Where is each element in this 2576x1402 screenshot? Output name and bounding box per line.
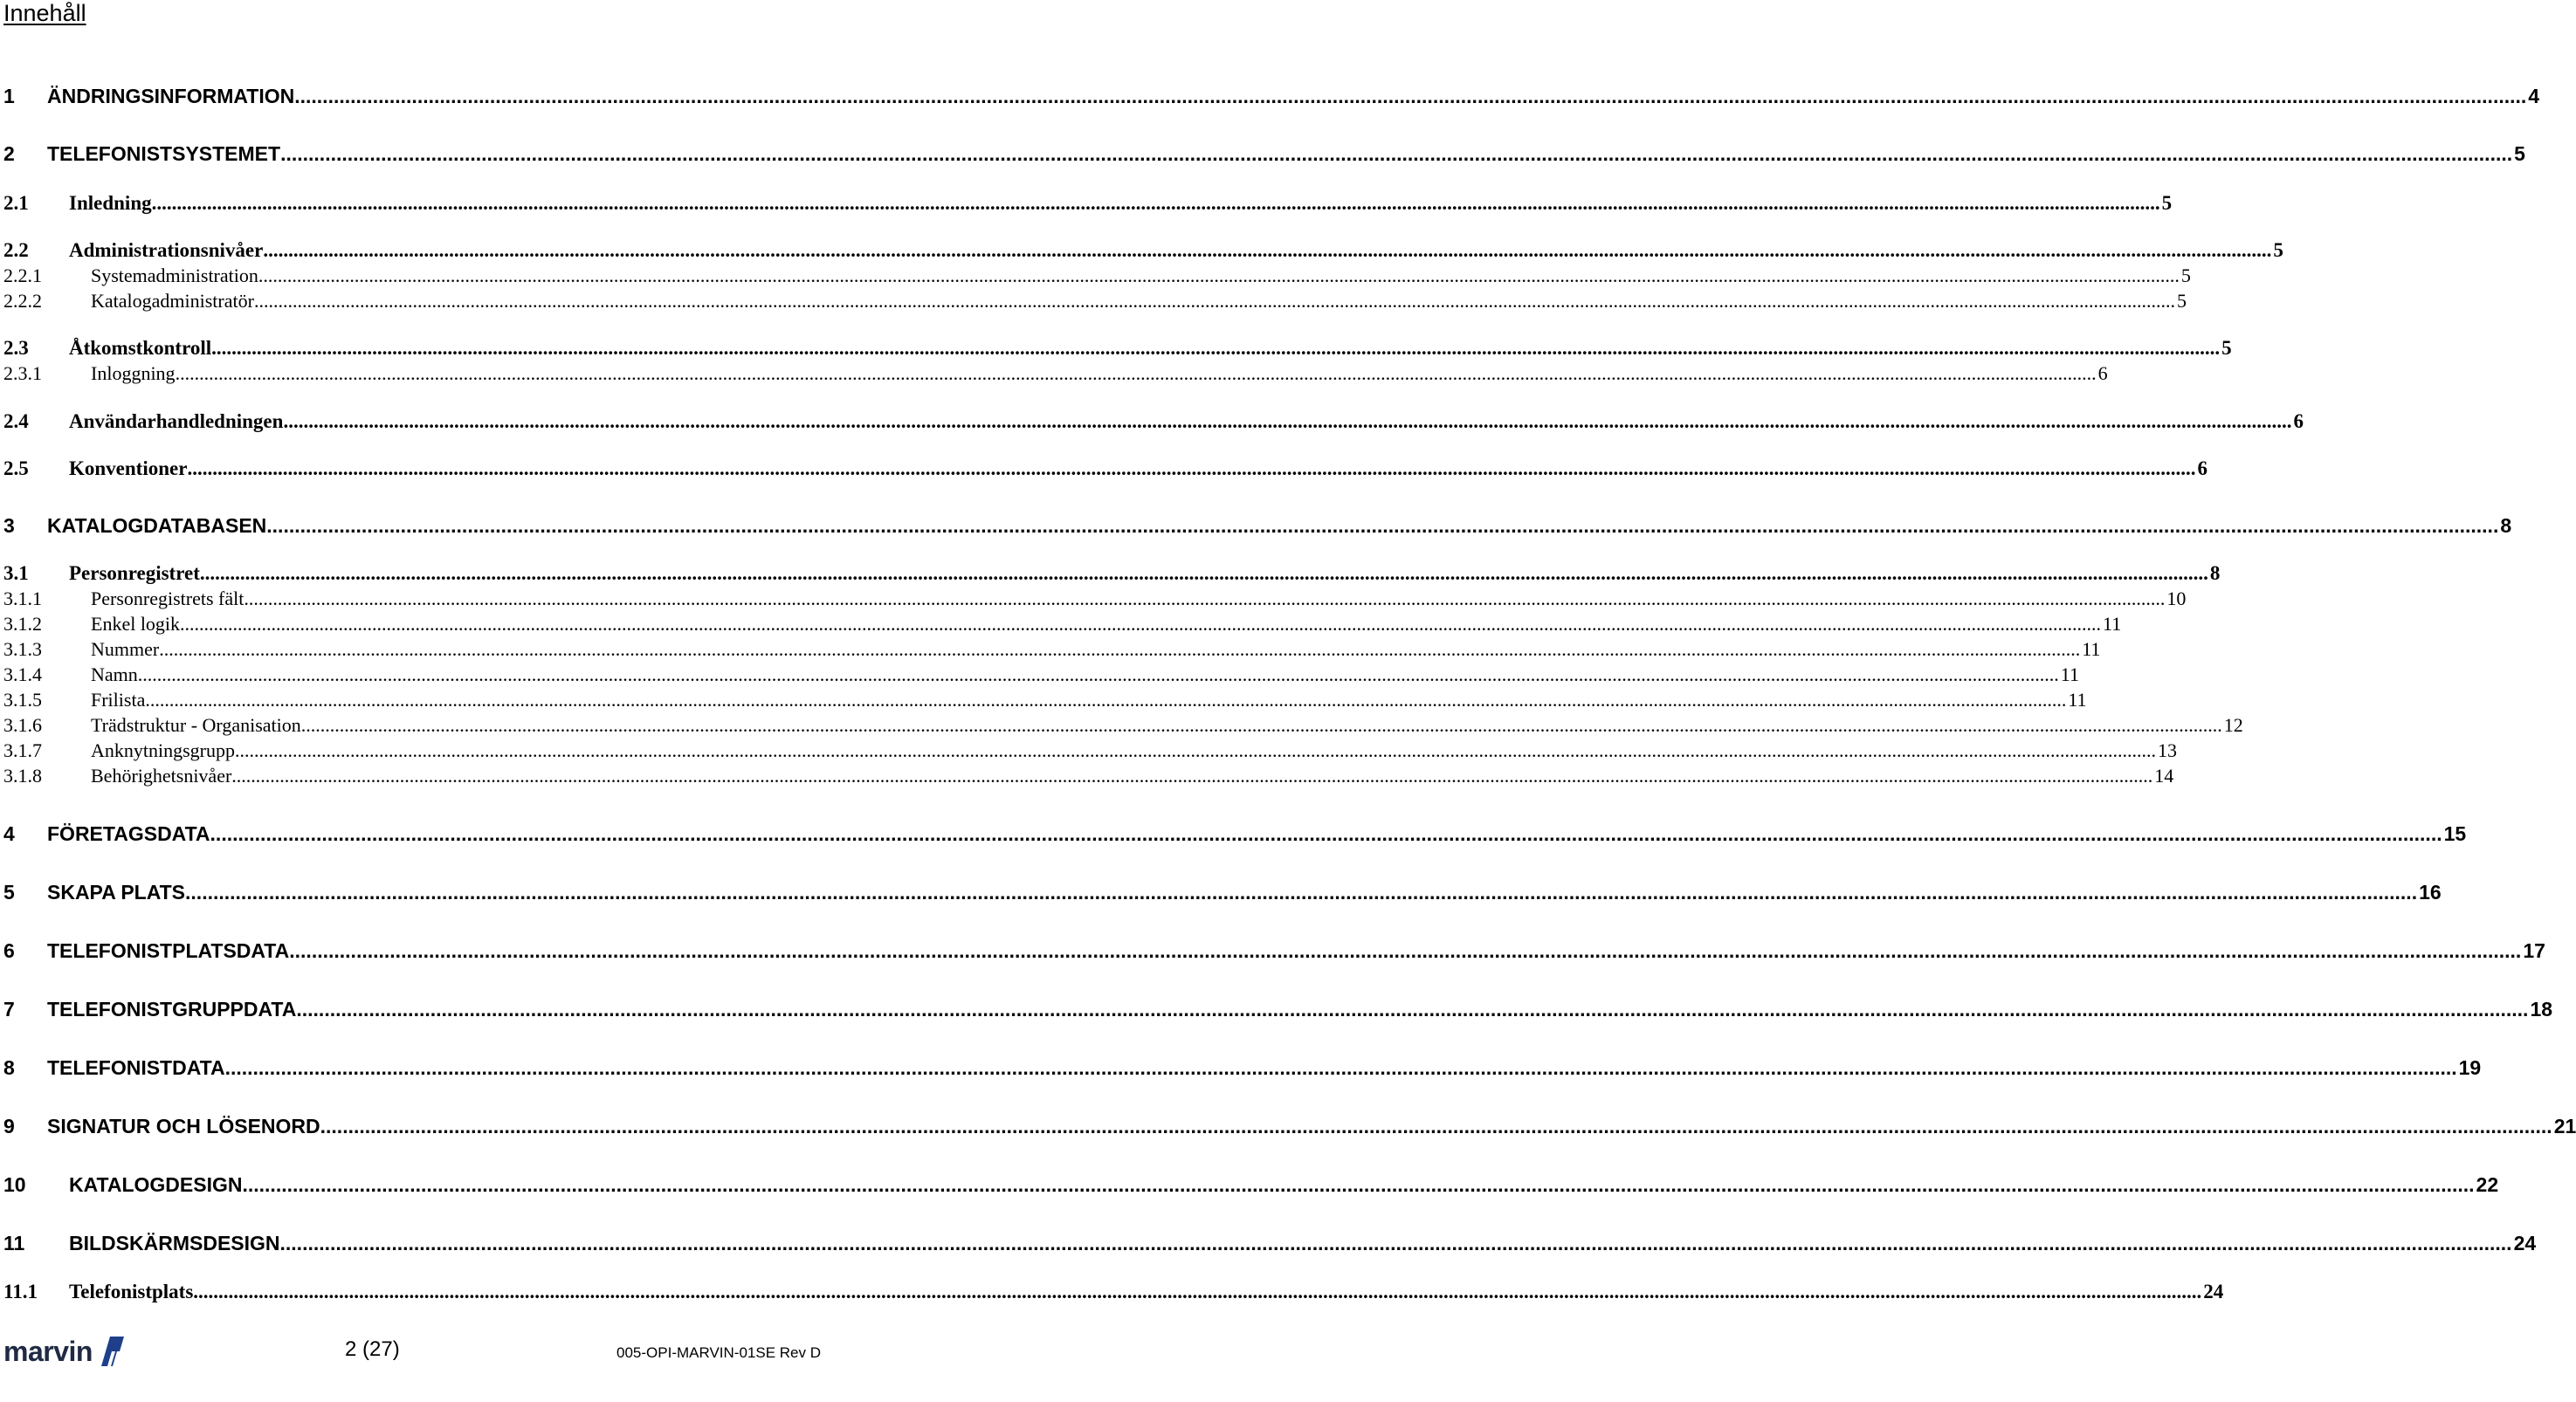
toc-entry-title: SKAPA PLATS: [47, 881, 186, 904]
toc-entry-title: Användarhandledningen: [69, 410, 284, 432]
toc-entry-number: 3.1.5: [3, 689, 42, 711]
toc-leader-dots: ................................................................................................................................................................................................................................................................................................................................................................................................................: [263, 239, 2272, 261]
toc-entry-page: 5: [2161, 192, 2173, 214]
toc-entry-number: 3.1: [3, 562, 29, 584]
toc-entry-title: TELEFONISTSYSTEMET: [47, 142, 281, 165]
logo-text: marvin: [3, 1335, 93, 1367]
toc-entry-page: 4: [2528, 85, 2540, 107]
toc-entry[interactable]: [3, 935, 2545, 963]
toc-entry-title: Trädstruktur - Organisation: [91, 714, 301, 736]
toc-entry[interactable]: [3, 876, 2442, 904]
toc-entry[interactable]: [3, 1227, 2537, 1255]
toc-entry-number: 2.2.1: [3, 265, 42, 286]
toc-entry-number: 11: [3, 1232, 25, 1254]
toc-entry[interactable]: [3, 557, 2221, 585]
toc-leader-dots: ................................................................................................................................................................................................................................................................................................................................................................................................................: [231, 765, 2153, 787]
toc-entry-title: Personregistrets fält: [91, 588, 245, 609]
toc-entry[interactable]: [3, 234, 2283, 262]
toc-entry[interactable]: [3, 608, 2122, 636]
toc-entry[interactable]: [3, 1110, 2576, 1138]
toc-leader-dots: ................................................................................................................................................................................................................................................................................................................................................................................................................: [224, 1056, 2457, 1079]
page-number: 2 (27): [345, 1337, 400, 1361]
toc-entry-page: 10: [2166, 588, 2187, 609]
toc-entry-number: 10: [3, 1173, 26, 1196]
toc-entry-title: Konventioner: [69, 457, 188, 479]
toc-entry-title: FÖRETAGSDATA: [47, 822, 210, 845]
toc-leader-dots: ................................................................................................................................................................................................................................................................................................................................................................................................................: [279, 1232, 2512, 1254]
toc-entry-title: SIGNATUR OCH LÖSENORD: [47, 1115, 320, 1137]
logo-stripes-icon: [94, 1337, 124, 1366]
toc-entry-page: 11: [2082, 638, 2101, 660]
toc-entry-number: 2.5: [3, 457, 29, 479]
toc-entry[interactable]: [3, 658, 2079, 686]
toc-entry-page: 11: [2068, 689, 2087, 711]
toc-entry-number: 7: [3, 998, 15, 1021]
toc-entry-title: Behörighetsnivåer: [91, 765, 232, 787]
toc-entry-page: 11: [2060, 663, 2079, 685]
toc-entry-page: 5: [2176, 290, 2187, 312]
toc-entry-number: 2.1: [3, 192, 29, 214]
toc-entry-title: Systemadministration: [91, 265, 258, 286]
toc-entry-number: 3.1.6: [3, 714, 42, 736]
toc-leader-dots: ................................................................................................................................................................................................................................................................................................................................................................................................................: [187, 457, 2196, 479]
toc-entry-page: 24: [2203, 1281, 2224, 1302]
toc-entry-page: 6: [2097, 362, 2108, 384]
toc-entry-title: Namn: [91, 663, 138, 685]
toc-entry-page: 19: [2458, 1056, 2482, 1079]
toc-leader-dots: ................................................................................................................................................................................................................................................................................................................................................................................................................: [294, 85, 2527, 107]
toc-entry-title: Frilista: [91, 689, 146, 711]
toc-entry-page: 5: [2273, 239, 2283, 261]
toc-entry-number: 5: [3, 881, 15, 904]
toc-entry[interactable]: [3, 818, 2467, 846]
toc-entry-number: 3.1.3: [3, 638, 42, 660]
toc-entry-number: 2.2.2: [3, 290, 42, 312]
toc-entry-number: 3.1.8: [3, 765, 42, 787]
toc-entry-number: 1: [3, 85, 15, 107]
toc-entry-page: 12: [2223, 714, 2243, 736]
toc-leader-dots: ................................................................................................................................................................................................................................................................................................................................................................................................................: [175, 362, 2097, 384]
toc-entry-number: 2: [3, 142, 15, 165]
toc-entry-page: 6: [2293, 410, 2304, 432]
toc-leader-dots: ................................................................................................................................................................................................................................................................................................................................................................................................................: [199, 562, 2208, 584]
toc-leader-dots: ................................................................................................................................................................................................................................................................................................................................................................................................................: [283, 410, 2292, 432]
toc-entry[interactable]: [3, 259, 2191, 287]
document-id: 005-OPI-MARVIN-01SE Rev D: [616, 1344, 821, 1361]
toc-entry[interactable]: [3, 993, 2553, 1021]
toc-entry-page: 5: [2221, 337, 2232, 359]
toc-entry-title: Åtkomstkontroll: [69, 337, 212, 359]
toc-entry-title: Administrationsnivåer: [69, 239, 264, 261]
toc-entry-number: 2.3.1: [3, 362, 42, 384]
toc-entry-page: 16: [2419, 881, 2442, 904]
toc-entry[interactable]: [3, 285, 2187, 313]
toc-entry-title: Anknytningsgrupp: [91, 739, 235, 761]
toc-entry-title: BILDSKÄRMSDESIGN: [69, 1232, 280, 1254]
toc-entry[interactable]: [3, 80, 2540, 108]
toc-entry-title: Katalogadministratör: [91, 290, 254, 312]
toc-entry-page: 22: [2476, 1173, 2499, 1196]
toc-leader-dots: ................................................................................................................................................................................................................................................................................................................................................................................................................: [151, 192, 2160, 214]
toc-leader-dots: ................................................................................................................................................................................................................................................................................................................................................................................................................: [253, 290, 2175, 312]
toc-entry-number: 2.4: [3, 410, 29, 432]
toc-entry-title: Nummer: [91, 638, 160, 660]
toc-entry-title: Inloggning: [91, 362, 176, 384]
toc-entry-number: 9: [3, 1115, 15, 1137]
toc-entry-number: 3: [3, 514, 15, 537]
toc-entry[interactable]: [3, 582, 2187, 610]
marvin-logo: [3, 1334, 124, 1369]
toc-leader-dots: ................................................................................................................................................................................................................................................................................................................................................................................................................: [210, 822, 2442, 845]
toc-entry-title: ÄNDRINGSINFORMATION: [47, 85, 295, 107]
toc-entry-page: 21: [2553, 1115, 2576, 1137]
toc-entry-page: 5: [2514, 142, 2525, 165]
toc-leader-dots: ................................................................................................................................................................................................................................................................................................................................................................................................................: [300, 714, 2222, 736]
toc-leader-dots: ................................................................................................................................................................................................................................................................................................................................................................................................................: [235, 739, 2156, 761]
toc-leader-dots: ................................................................................................................................................................................................................................................................................................................................................................................................................: [244, 588, 2166, 609]
toc-entry[interactable]: [3, 405, 2304, 433]
toc-entry[interactable]: [3, 1275, 2224, 1303]
toc-entry-title: KATALOGDESIGN: [69, 1173, 243, 1196]
toc-leader-dots: ................................................................................................................................................................................................................................................................................................................................................................................................................: [145, 689, 2067, 711]
toc-entry-number: 2.3: [3, 337, 29, 359]
toc-entry-page: 6: [2197, 457, 2208, 479]
toc-entry-page: 14: [2154, 765, 2174, 787]
toc-leader-dots: ................................................................................................................................................................................................................................................................................................................................................................................................................: [185, 881, 2418, 904]
toc-entry[interactable]: [3, 1169, 2499, 1197]
toc-entry-title: Enkel logik: [91, 613, 181, 635]
toc-entry-number: 3.1.2: [3, 613, 42, 635]
toc-entry-title: KATALOGDATABASEN: [47, 514, 267, 537]
toc-entry[interactable]: [3, 510, 2512, 538]
toc-entry[interactable]: [3, 332, 2232, 360]
toc-entry-title: Inledning: [69, 192, 152, 214]
toc-entry[interactable]: [3, 759, 2174, 787]
toc-entry[interactable]: [3, 187, 2173, 215]
toc-entry-title: Personregistret: [69, 562, 200, 584]
toc-entry[interactable]: [3, 1052, 2482, 1080]
toc-entry-title: TELEFONISTGRUPPDATA: [47, 998, 297, 1021]
toc-entry[interactable]: [3, 452, 2208, 480]
toc-entry-title: TELEFONISTPLATSDATA: [47, 939, 290, 962]
toc-leader-dots: ................................................................................................................................................................................................................................................................................................................................................................................................................: [211, 337, 2221, 359]
toc-leader-dots: ................................................................................................................................................................................................................................................................................................................................................................................................................: [266, 514, 2499, 537]
toc-entry-page: 8: [2500, 514, 2512, 537]
toc-leader-dots: ................................................................................................................................................................................................................................................................................................................................................................................................................: [320, 1115, 2552, 1137]
toc-leader-dots: ................................................................................................................................................................................................................................................................................................................................................................................................................: [280, 142, 2513, 165]
toc-entry-page: 11: [2103, 613, 2122, 635]
toc-leader-dots: ................................................................................................................................................................................................................................................................................................................................................................................................................: [258, 265, 2180, 286]
toc-entry-number: 4: [3, 822, 15, 845]
toc-entry[interactable]: [3, 138, 2525, 166]
toc-entry-page: 5: [2180, 265, 2191, 286]
toc-entry-number: 6: [3, 939, 15, 962]
toc-entry-page: 24: [2513, 1232, 2537, 1254]
toc-entry[interactable]: [3, 357, 2108, 385]
toc-leader-dots: ................................................................................................................................................................................................................................................................................................................................................................................................................: [193, 1281, 2202, 1302]
toc-entry-number: 3.1.7: [3, 739, 42, 761]
toc-entry-number: 2.2: [3, 239, 29, 261]
toc-leader-dots: ................................................................................................................................................................................................................................................................................................................................................................................................................: [242, 1173, 2475, 1196]
toc-entry-title: TELEFONISTDATA: [47, 1056, 225, 1079]
toc-entry-number: 3.1.4: [3, 663, 42, 685]
toc-entry-page: 13: [2158, 739, 2177, 761]
toc-entry-page: 17: [2523, 939, 2545, 962]
toc-entry-page: 8: [2209, 562, 2221, 584]
page-heading: Innehåll: [3, 0, 86, 26]
toc-entry[interactable]: [3, 684, 2087, 711]
toc-entry-page: 15: [2443, 822, 2467, 845]
toc-entry-number: 8: [3, 1056, 15, 1079]
toc-entry[interactable]: [3, 633, 2101, 661]
toc-entry-title: Telefonistplats: [69, 1281, 194, 1302]
toc-entry[interactable]: [3, 734, 2177, 762]
toc-entry-number: 3.1.1: [3, 588, 42, 609]
toc-leader-dots: ................................................................................................................................................................................................................................................................................................................................................................................................................: [180, 613, 2102, 635]
toc-leader-dots: ................................................................................................................................................................................................................................................................................................................................................................................................................: [289, 939, 2522, 962]
toc-entry-number: 11.1: [3, 1281, 38, 1302]
toc-entry[interactable]: [3, 709, 2243, 737]
toc-entry-page: 18: [2530, 998, 2553, 1021]
toc-leader-dots: ................................................................................................................................................................................................................................................................................................................................................................................................................: [137, 663, 2059, 685]
toc-leader-dots: ................................................................................................................................................................................................................................................................................................................................................................................................................: [296, 998, 2529, 1021]
toc-leader-dots: ................................................................................................................................................................................................................................................................................................................................................................................................................: [159, 638, 2081, 660]
